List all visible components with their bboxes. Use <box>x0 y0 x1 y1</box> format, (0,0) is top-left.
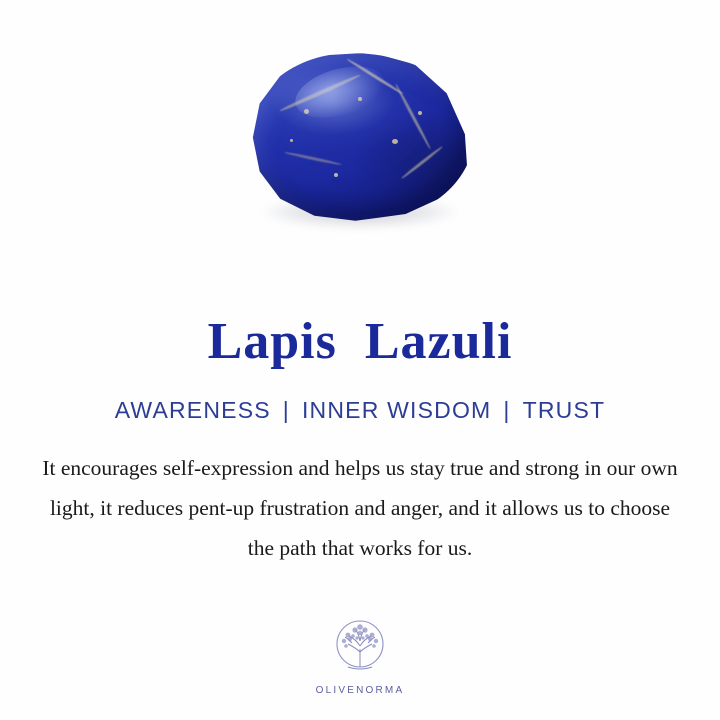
stone-speck <box>358 97 362 101</box>
stone-speck <box>334 173 338 177</box>
keyword-trust: TRUST <box>522 397 606 423</box>
keyword-separator: | <box>503 397 511 423</box>
stone-vein <box>394 83 431 150</box>
stone-highlight <box>289 57 390 127</box>
page-title: Lapis Lazuli <box>207 313 513 370</box>
brand-logo <box>0 619 720 696</box>
stone-image <box>240 53 480 238</box>
stone-image-area <box>0 0 720 290</box>
brand-name: OLIVENORMA <box>315 685 405 696</box>
stone-speck <box>290 139 293 142</box>
stone-vein <box>279 73 361 112</box>
stone-speck <box>304 109 309 114</box>
keyword-separator: | <box>282 397 290 423</box>
stone-vein <box>284 151 341 166</box>
description-text: It encourages self-expression and helps us stay true and strong in our own light, it reduces pent-up frustration and anger, and it allows us to choose the path that works for us. <box>42 456 678 560</box>
tree-of-life-icon <box>328 619 392 681</box>
keyword-list <box>113 397 608 424</box>
stone-speck <box>392 139 398 144</box>
keyword-inner-wisdom: INNER WISDOM <box>301 397 492 423</box>
lapis-lazuli-stone-icon <box>246 53 474 223</box>
stone-vein <box>401 145 444 179</box>
stone-speck <box>418 111 422 115</box>
keyword-awareness: AWARENESS <box>114 397 271 423</box>
